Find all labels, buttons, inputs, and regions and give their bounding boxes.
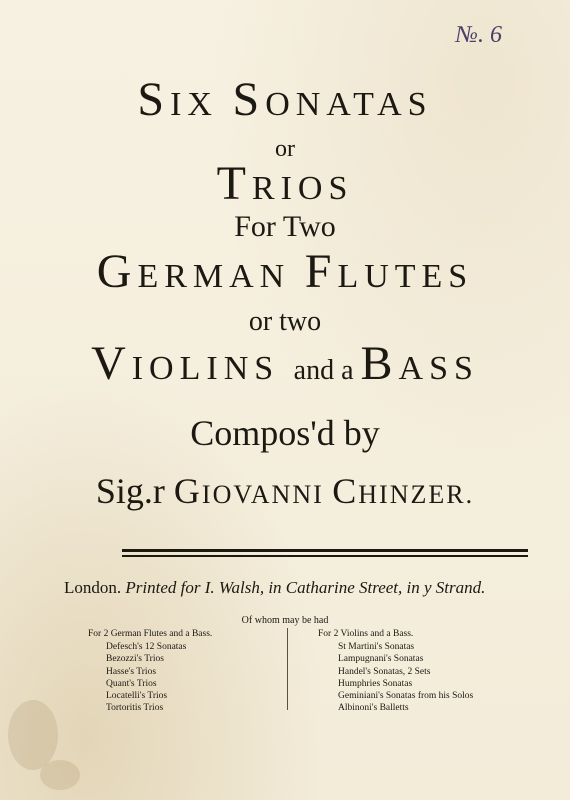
list-item: St Martini's Sonatas [338,642,415,653]
list-item: Humphries Sonatas [338,678,413,689]
composer-name: Sig.r GIOVANNI CHINZER. [95,471,475,511]
list-item: Handel's Sonatas, 2 Sets [338,666,431,677]
title-six-sonatas: SIX SONATAS [137,73,433,126]
title-trios: TRIOS [216,157,354,210]
catalog-right-column [318,628,473,714]
catalog-left-column [88,628,212,714]
list-item: Quant's Trios [106,678,157,689]
paper-stain [8,700,58,770]
catalog-left-title: For 2 German Flutes and a Bass. [88,629,213,639]
list-item: Albinoni's Balletts [338,703,409,714]
list-item: Locatelli's Trios [106,691,168,702]
list-item: Bezozzi's Trios [106,654,164,665]
paper-stain [40,760,80,790]
catalog-header: Of whom may be had [241,615,329,626]
list-item: Tortoritis Trios [106,703,164,714]
catalog-divider [287,628,288,710]
list-item: Geminiani's Sonatas from his Solos [338,691,474,702]
title-or-two: or two [248,306,322,337]
catalog-right-title: For 2 Violins and a Bass. [318,629,414,639]
title-german-flutes: GERMAN FLUTES [96,245,474,298]
title-for-two: For Two [234,210,336,243]
double-rule-thin [122,555,528,557]
title-or: or [275,136,295,162]
composed-by: Compos'd by [190,413,380,453]
imprint: London. Printed for I. Walsh, in Catharine Street, in y Strand. [64,578,486,597]
double-rule-thick [122,549,528,552]
plate-number: №. 6 [455,22,502,48]
list-item: Lampugnani's Sonatas [338,654,424,665]
list-item: Hasse's Trios [106,666,157,677]
title-violins-and-a-bass: VIOLINS and a BASS [91,337,479,390]
list-item: Defesch's 12 Sonatas [106,642,187,653]
